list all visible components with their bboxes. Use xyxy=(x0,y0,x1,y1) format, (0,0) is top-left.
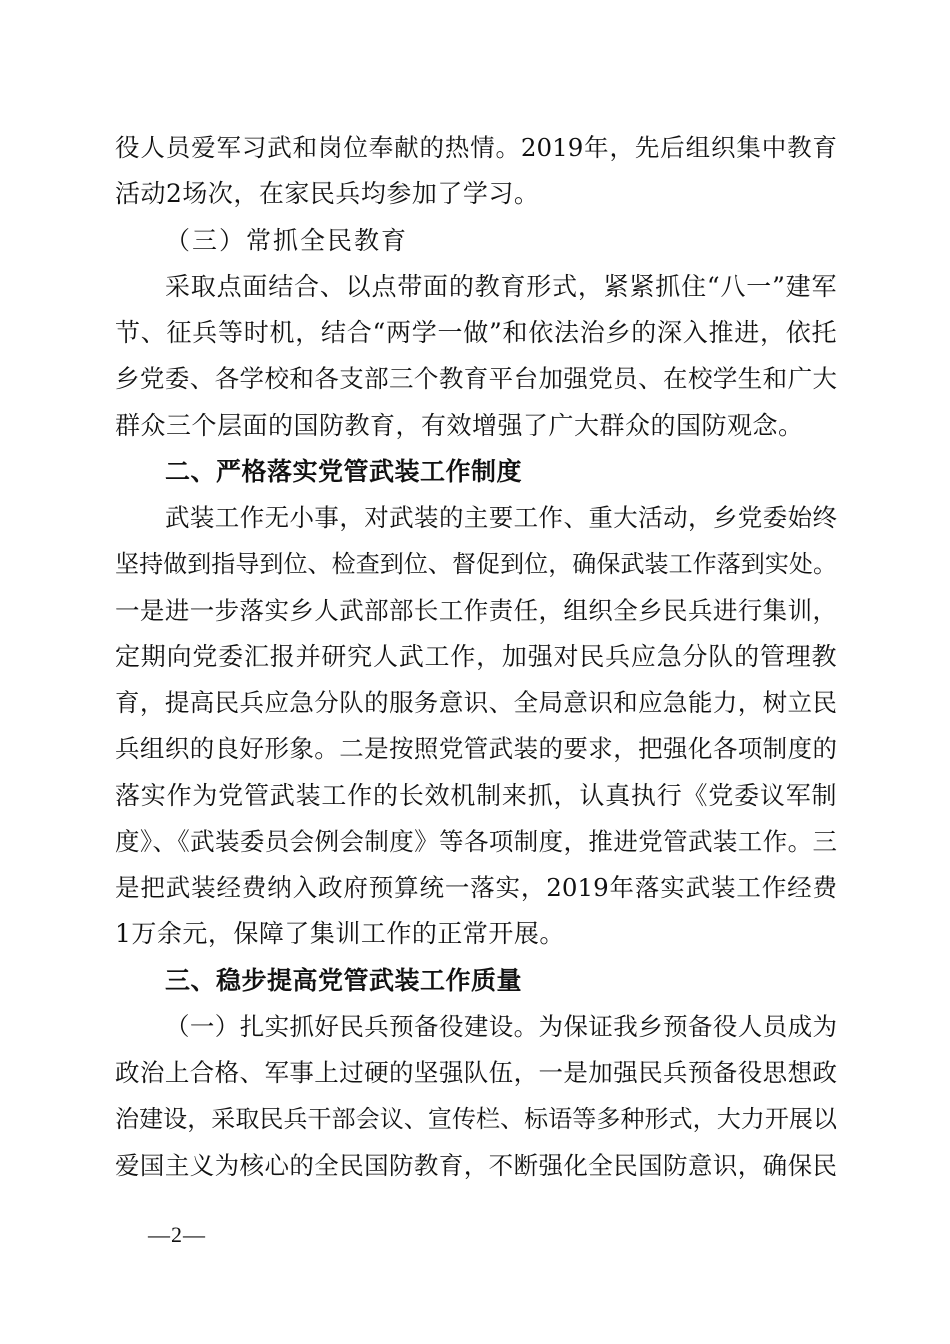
paragraph-line: 乡党委、各学校和各支部三个教育平台加强党员、在校学生和广大 xyxy=(115,364,837,393)
paragraph-line: 落实作为党管武装工作的长效机制来抓，认真执行《党委议军制 xyxy=(115,781,837,810)
paragraph-line: 活动2场次，在家民兵均参加了学习。 xyxy=(115,179,540,208)
page-number: —2— xyxy=(148,1222,206,1247)
paragraph-line: 群众三个层面的国防教育，有效增强了广大群众的国防观念。 xyxy=(115,411,804,440)
paragraph-line: 武装工作无小事，对武装的主要工作、重大活动，乡党委始终 xyxy=(165,503,837,532)
paragraph-line: 坚持做到指导到位、检查到位、督促到位，确保武装工作落到实处。 xyxy=(115,550,837,578)
section-heading: 二、严格落实党管武装工作制度 xyxy=(165,457,523,486)
paragraph-line: 节、征兵等时机，结合“两学一做”和依法治乡的深入推进，依托 xyxy=(115,318,837,347)
paragraph-line: 1万余元，保障了集训工作的正常开展。 xyxy=(115,919,565,948)
paragraph-line: 定期向党委汇报并研究人武工作，加强对民兵应急分队的管理教 xyxy=(115,642,837,671)
paragraph-line: 采取点面结合、以点带面的教育形式，紧紧抓住“八一”建军 xyxy=(165,272,837,301)
paragraph-line: 役人员爱军习武和岗位奉献的热情。2019年，先后组织集中教育 xyxy=(115,133,837,162)
paragraph-line: 治建设，采取民兵干部会议、宣传栏、标语等多种形式，大力开展以 xyxy=(115,1105,837,1133)
paragraph-line: 一是进一步落实乡人武部部长工作责任，组织全乡民兵进行集训， xyxy=(115,596,837,625)
paragraph-line: 爱国主义为核心的全民国防教育，不断强化全民国防意识，确保民 xyxy=(115,1151,837,1180)
paragraph-line: （一）扎实抓好民兵预备役建设。为保证我乡预备役人员成为 xyxy=(165,1012,837,1041)
paragraph-line: 育，提高民兵应急分队的服务意识、全局意识和应急能力，树立民 xyxy=(115,688,837,717)
section-heading: 三、稳步提高党管武装工作质量 xyxy=(165,966,523,995)
subsection-heading: （三）常抓全民教育 xyxy=(165,226,409,255)
paragraph-line: 是把武装经费纳入政府预算统一落实，2019年落实武装工作经费 xyxy=(115,873,837,902)
paragraph-line: 度》、《武装委员会例会制度》等各项制度，推进党管武装工作。三 xyxy=(115,827,837,856)
paragraph-line: 政治上合格、军事上过硬的坚强队伍，一是加强民兵预备役思想政 xyxy=(115,1058,837,1087)
paragraph-line: 兵组织的良好形象。二是按照党管武装的要求，把强化各项制度的 xyxy=(115,734,837,763)
